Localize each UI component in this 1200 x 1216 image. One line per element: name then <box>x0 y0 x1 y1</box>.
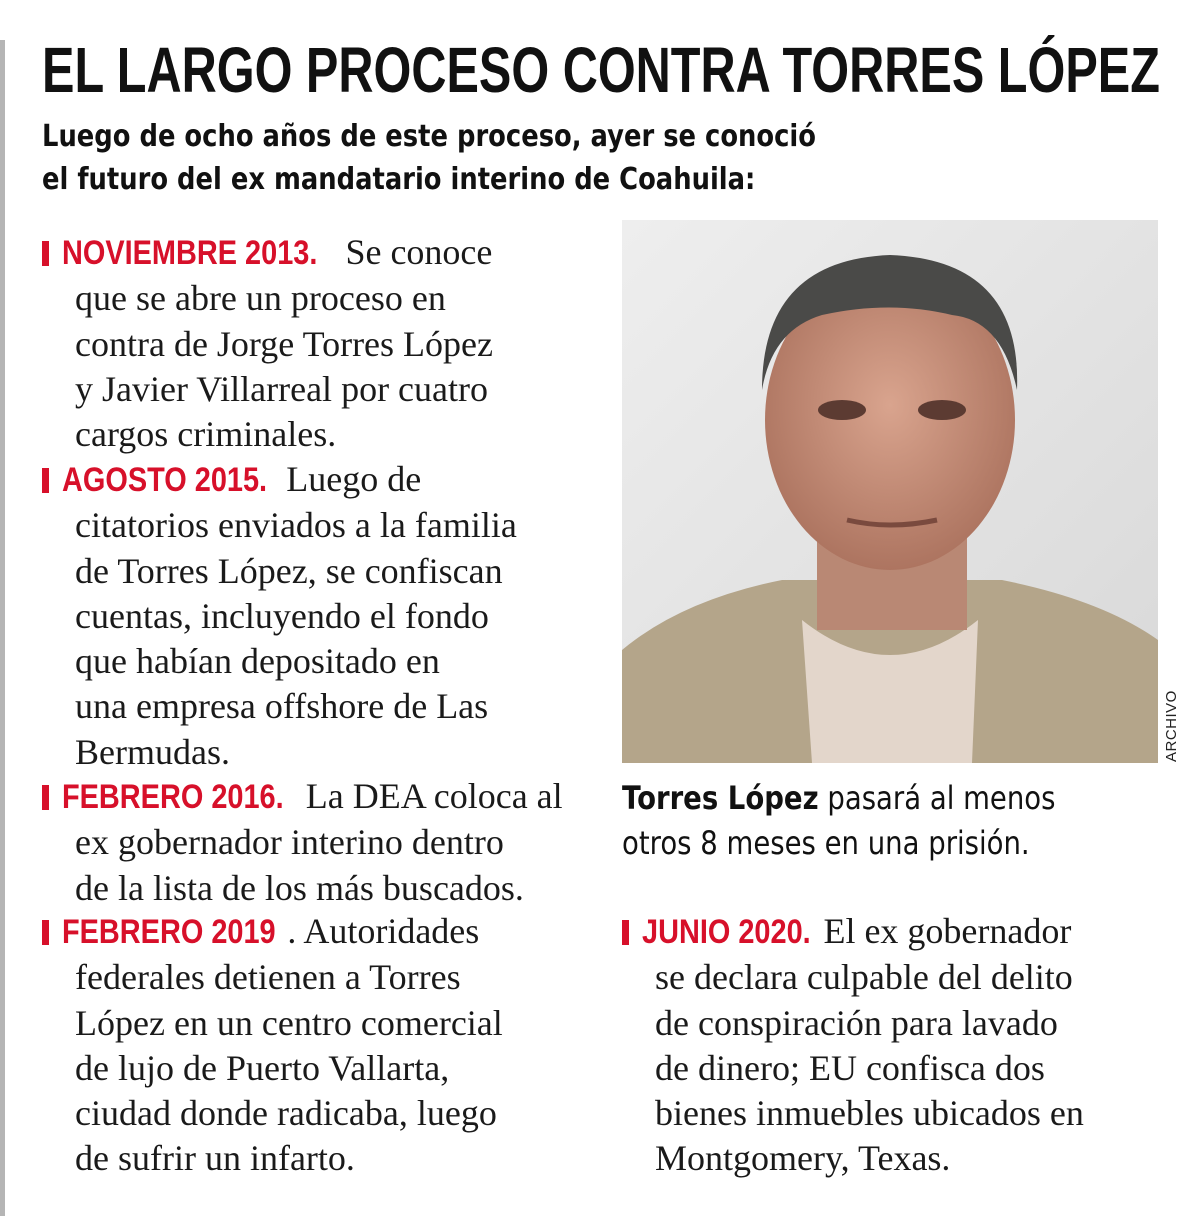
item-text: ciudad donde radicaba, luego <box>75 1093 497 1134</box>
bullet-bar <box>42 468 49 493</box>
bullet-bar <box>42 920 49 945</box>
timeline-item-2016 <box>42 774 563 911</box>
item-text: se declara culpable del delito <box>655 957 1073 998</box>
item-text: López en un centro comercial <box>75 1002 503 1043</box>
portrait-photo <box>622 220 1158 763</box>
item-text: de sufrir un infarto. <box>75 1138 355 1179</box>
item-text: El ex gobernador <box>814 911 1072 951</box>
timeline-item-2015 <box>42 457 517 775</box>
bullet-bar <box>42 785 49 810</box>
bullet-bar <box>42 241 49 266</box>
item-text: de lujo de Puerto Vallarta, <box>75 1047 450 1088</box>
timeline-item-2013 <box>42 230 493 457</box>
item-text: Bermudas. <box>75 731 230 772</box>
item-text: . Autoridades <box>287 911 480 951</box>
item-date: NOVIEMBRE 2013. <box>62 234 318 272</box>
item-date: FEBRERO 2019 <box>62 913 276 951</box>
item-text: y Javier Villarreal por cuatro <box>75 368 488 409</box>
item-text: Se conoce <box>336 232 493 272</box>
item-text: citatorios enviados a la familia <box>75 505 517 546</box>
subtitle-line: el futuro del ex mandatario interino de Coahuila: <box>42 162 756 197</box>
item-text: una empresa offshore de Las <box>75 686 489 727</box>
item-date: AGOSTO 2015. <box>62 461 268 499</box>
portrait-image <box>622 220 1158 763</box>
item-text: de conspiración para lavado <box>655 1002 1058 1043</box>
item-text: cargos criminales. <box>75 414 337 455</box>
timeline-item-2019 <box>42 909 503 1182</box>
item-text: que se abre un proceso en <box>75 278 446 319</box>
item-date: JUNIO 2020. <box>642 913 811 951</box>
item-text: federales detienen a Torres <box>75 957 461 998</box>
item-text: Montgomery, Texas. <box>655 1138 951 1179</box>
photo-caption <box>622 776 1055 866</box>
item-text: cuentas, incluyendo el fondo <box>75 595 489 636</box>
photo-credit: ARCHIVO <box>1163 690 1180 762</box>
item-text: de dinero; EU confisca dos <box>655 1047 1045 1088</box>
item-text: de Torres López, se confiscan <box>75 550 503 591</box>
item-text: ex gobernador interino dentro <box>75 822 504 863</box>
left-rule <box>0 40 5 1216</box>
item-text: de la lista de los más buscados. <box>75 867 524 908</box>
item-text: que habían depositado en <box>75 641 440 682</box>
subtitle-line: Luego de ocho años de este proceso, ayer se conoció <box>42 119 816 154</box>
item-date: FEBRERO 2016. <box>62 778 284 816</box>
item-text: bienes inmuebles ubicados en <box>655 1093 1084 1134</box>
timeline-item-2020 <box>622 909 1084 1182</box>
caption-text: otros 8 meses en una prisión. <box>622 824 1030 862</box>
caption-name: Torres López <box>622 779 819 817</box>
item-text: La DEA coloca al <box>296 776 563 816</box>
item-text: contra de Jorge Torres López <box>75 323 493 364</box>
subtitle <box>42 115 816 201</box>
page-title: EL LARGO PROCESO CONTRA TORRES LÓPEZ <box>42 34 1160 106</box>
item-text: Luego de <box>277 459 422 499</box>
bullet-bar <box>622 920 629 945</box>
caption-text: pasará al menos <box>818 779 1056 817</box>
